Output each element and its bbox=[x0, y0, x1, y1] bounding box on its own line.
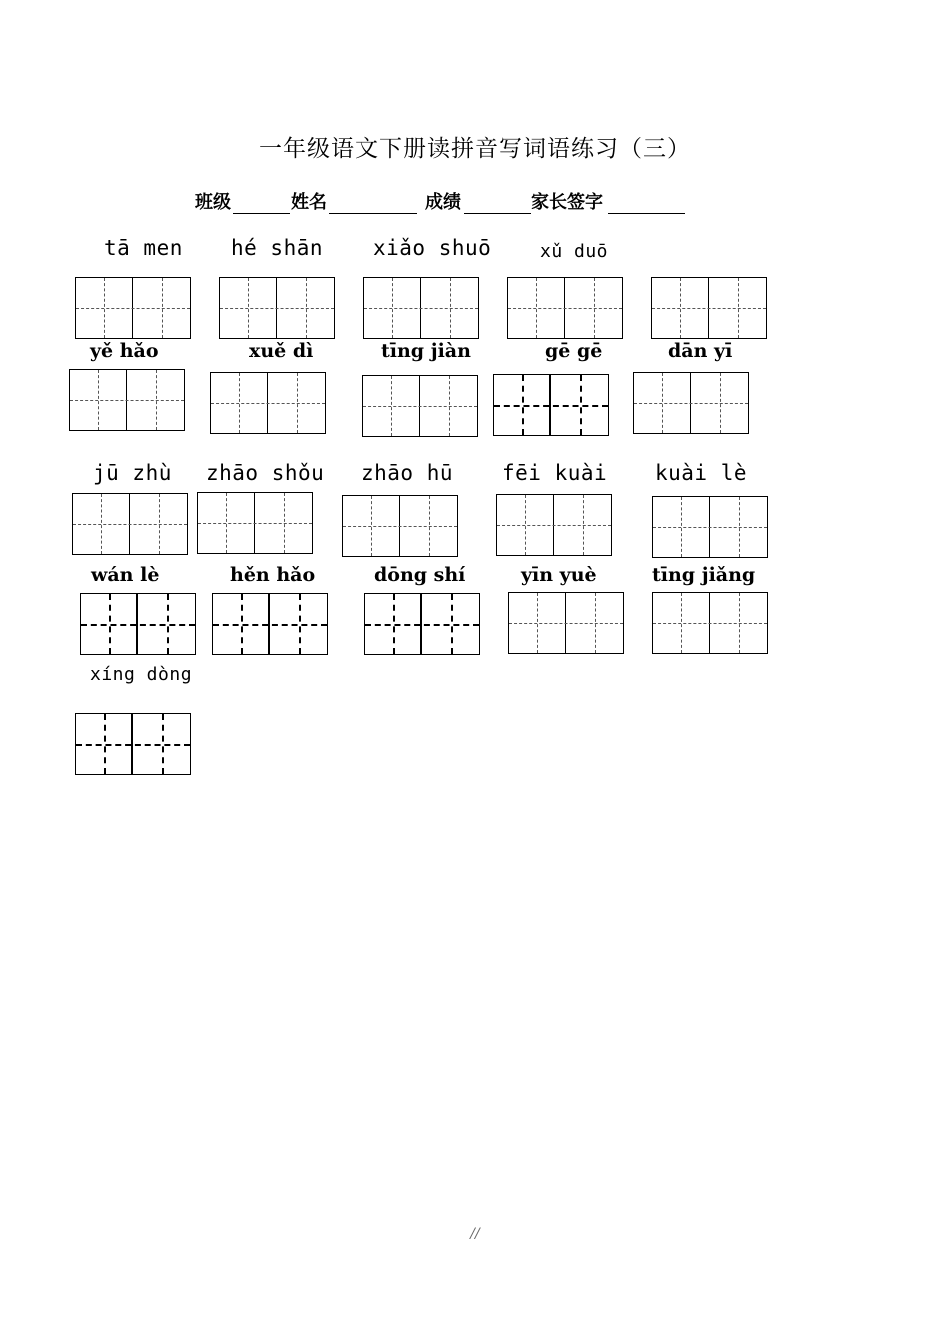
class-blank[interactable] bbox=[233, 213, 290, 214]
pinyin-label: hé shān bbox=[231, 236, 324, 260]
writing-grid[interactable] bbox=[80, 593, 196, 655]
pinyin-label: tīng jiàn bbox=[381, 340, 471, 362]
parent-signature-label: 家长签字 bbox=[531, 192, 603, 213]
name-blank[interactable] bbox=[329, 213, 417, 214]
pinyin-label: zhāo hū bbox=[361, 461, 454, 485]
pinyin-label: tā men bbox=[104, 236, 183, 260]
writing-grid[interactable] bbox=[210, 372, 326, 434]
pinyin-label: xíng dòng bbox=[90, 664, 193, 685]
writing-grid[interactable] bbox=[72, 493, 188, 555]
pinyin-label: wán lè bbox=[91, 564, 160, 586]
writing-grid[interactable] bbox=[75, 277, 191, 339]
writing-grid[interactable] bbox=[212, 593, 328, 655]
writing-grid[interactable] bbox=[651, 277, 767, 339]
writing-grid[interactable] bbox=[633, 372, 749, 434]
parent-signature-blank[interactable] bbox=[608, 213, 685, 214]
score-label: 成绩 bbox=[425, 192, 461, 213]
pinyin-label: xǔ duō bbox=[540, 241, 609, 262]
pinyin-label: hěn hǎo bbox=[230, 564, 316, 586]
writing-grid[interactable] bbox=[69, 369, 185, 431]
writing-grid[interactable] bbox=[342, 495, 458, 557]
name-label: 姓名 bbox=[291, 192, 327, 213]
pinyin-label: dōng shí bbox=[374, 564, 466, 586]
writing-grid[interactable] bbox=[507, 277, 623, 339]
pinyin-label: gē gē bbox=[545, 340, 603, 362]
writing-grid[interactable] bbox=[508, 592, 624, 654]
pinyin-label: zhāo shǒu bbox=[206, 461, 325, 485]
writing-grid[interactable] bbox=[652, 496, 768, 558]
pinyin-label: yīn yuè bbox=[521, 564, 597, 586]
pinyin-label: jū zhù bbox=[93, 461, 172, 485]
class-label: 班级 bbox=[195, 192, 231, 213]
writing-grid[interactable] bbox=[364, 593, 480, 655]
pinyin-label: xiǎo shuō bbox=[373, 236, 492, 260]
pinyin-label: xuě dì bbox=[249, 340, 314, 362]
writing-grid[interactable] bbox=[219, 277, 335, 339]
writing-grid[interactable] bbox=[496, 494, 612, 556]
pinyin-label: tīng jiǎng bbox=[652, 564, 756, 586]
writing-grid[interactable] bbox=[197, 492, 313, 554]
writing-grid[interactable] bbox=[363, 277, 479, 339]
writing-grid[interactable] bbox=[493, 374, 609, 436]
writing-grid[interactable] bbox=[75, 713, 191, 775]
pinyin-label: kuài lè bbox=[655, 461, 748, 485]
pinyin-label: dān yī bbox=[668, 340, 733, 362]
score-blank[interactable] bbox=[464, 213, 531, 214]
page-footer: // bbox=[470, 1226, 480, 1242]
writing-grid[interactable] bbox=[652, 592, 768, 654]
writing-grid[interactable] bbox=[362, 375, 478, 437]
worksheet-title: 一年级语文下册读拼音写词语练习（三） bbox=[259, 136, 691, 162]
pinyin-label: yě hǎo bbox=[90, 340, 159, 362]
pinyin-label: fēi kuài bbox=[502, 461, 608, 485]
